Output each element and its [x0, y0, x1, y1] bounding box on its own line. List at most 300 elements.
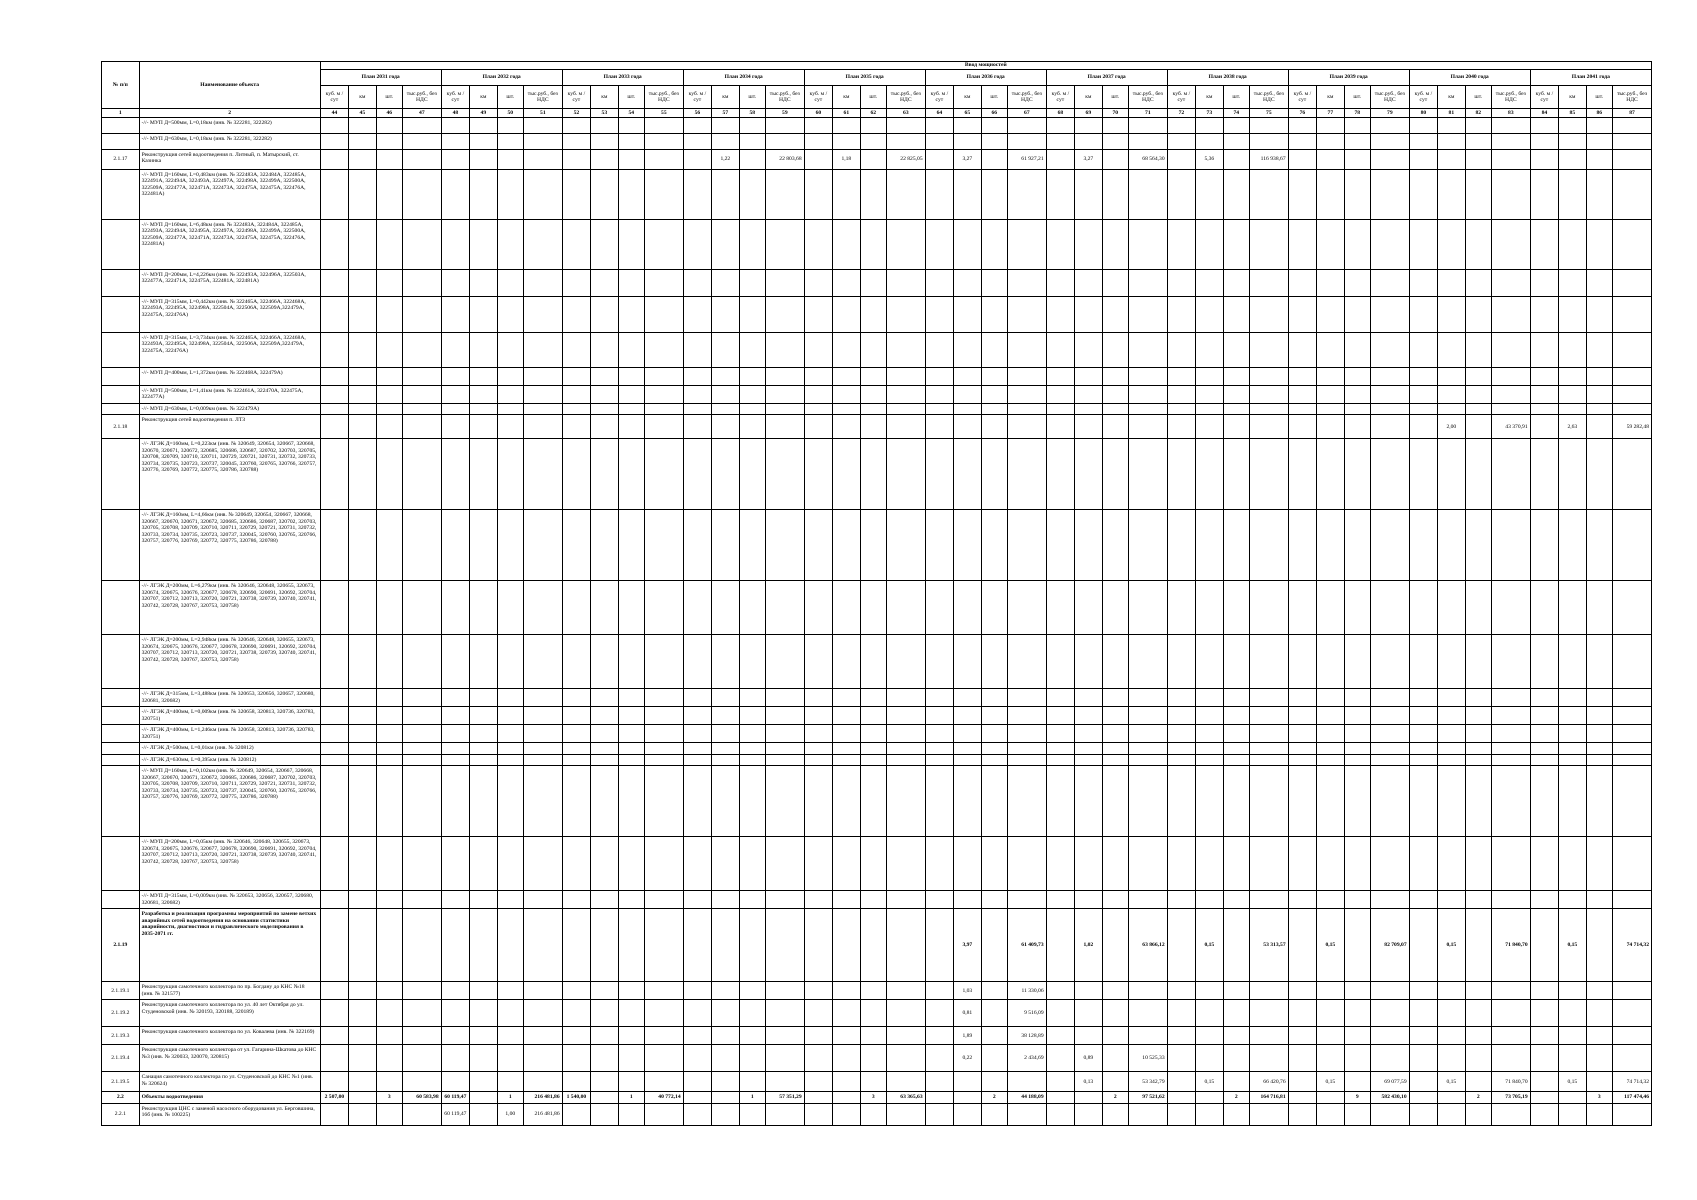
unit-header: км: [1075, 86, 1102, 109]
row-number: [102, 404, 140, 415]
row-number: [102, 891, 140, 909]
value-cell: [860, 297, 886, 333]
value-cell: 9: [1344, 1092, 1370, 1103]
value-cell: 69 077,59: [1371, 1072, 1410, 1092]
value-cell: [1317, 837, 1344, 891]
value-cell: [1559, 725, 1586, 743]
value-cell: [497, 1072, 523, 1092]
value-cell: [562, 837, 590, 891]
value-cell: [618, 1027, 644, 1045]
value-cell: [1196, 1103, 1223, 1125]
value-cell: [1046, 270, 1074, 297]
value-cell: [1008, 635, 1047, 689]
value-cell: [1559, 386, 1586, 404]
value-cell: [349, 1092, 376, 1103]
value-cell: [591, 1000, 618, 1027]
value-cell: [320, 386, 348, 404]
value-cell: [1344, 743, 1370, 754]
value-cell: [618, 386, 644, 404]
row-number: [102, 837, 140, 891]
value-cell: [1492, 510, 1531, 581]
value-cell: [1371, 439, 1410, 510]
value-cell: [1288, 333, 1316, 368]
value-cell: [645, 1103, 684, 1125]
value-cell: [497, 635, 523, 689]
table-row: [102, 118, 1652, 134]
value-cell: [403, 404, 442, 415]
value-cell: [403, 270, 442, 297]
value-cell: [887, 581, 926, 635]
value-cell: 1,89: [954, 1027, 981, 1045]
value-cell: [1129, 439, 1168, 510]
value-cell: 66 420,76: [1250, 1072, 1289, 1092]
value-cell: [1250, 837, 1289, 891]
value-cell: [1288, 707, 1316, 725]
value-cell: [376, 754, 402, 765]
value-cell: [497, 891, 523, 909]
value-cell: [618, 439, 644, 510]
table-row: [102, 707, 1652, 725]
object-name: Реконструкция самотечного коллектора от ул. Гагарина-Шкатова до КНС №3 (инв. № 320033, 320070, 320815): [139, 1045, 320, 1072]
value-cell: [1465, 707, 1491, 725]
value-cell: [1167, 891, 1195, 909]
value-cell: [1250, 1103, 1289, 1125]
value-cell: [470, 1000, 497, 1027]
value-cell: [320, 297, 348, 333]
value-cell: [833, 837, 860, 891]
value-cell: [1317, 743, 1344, 754]
value-cell: [1465, 404, 1491, 415]
row-number: [102, 134, 140, 150]
value-cell: [1586, 689, 1612, 707]
value-cell: [470, 439, 497, 510]
value-cell: [981, 1072, 1007, 1092]
value-cell: [1409, 725, 1437, 743]
value-cell: [645, 270, 684, 297]
value-cell: [1196, 1045, 1223, 1072]
object-name: -//- ЛГЭК Д=200мм, L=6,279км (инв. № 320646, 320648, 320655, 320673, 320674, 320675, 320676, 320677, 320678, 320690, 320691, 320692, 320704, 320707, 320712, 320713, 320720, 320721, 320738, 320739, 320740, 320741, 320742, 320728, 320767, 320753, 320758): [139, 581, 320, 635]
unit-header: тыс.руб., без НДС: [1250, 86, 1289, 109]
value-cell: [1465, 150, 1491, 170]
value-cell: [1586, 581, 1612, 635]
value-cell: [1102, 510, 1128, 581]
value-cell: [320, 1000, 348, 1027]
value-cell: [833, 333, 860, 368]
value-cell: [1613, 707, 1652, 725]
value-cell: [1046, 118, 1074, 134]
value-cell: [766, 1072, 805, 1092]
value-cell: [1250, 1045, 1289, 1072]
object-name: -//- МУП Д=315мм, L=3,734км (инв. № 322465А, 322466А, 322468А, 322493А, 322495А, 322498А, 322504А, 322506А, 322509А,322479А, 322475А, 322476А): [139, 333, 320, 368]
value-cell: [1288, 439, 1316, 510]
column-number: 81: [1438, 109, 1465, 118]
value-cell: [403, 386, 442, 404]
value-cell: [470, 415, 497, 439]
value-cell: [833, 725, 860, 743]
value-cell: [739, 368, 765, 386]
value-cell: [320, 1103, 348, 1125]
value-cell: [1438, 743, 1465, 754]
row-number: [102, 220, 140, 270]
value-cell: [618, 220, 644, 270]
value-cell: [1409, 909, 1437, 982]
value-cell: [1317, 368, 1344, 386]
row-number: [102, 297, 140, 333]
unit-header: тыс.руб., без НДС: [1008, 86, 1047, 109]
value-cell: [1465, 766, 1491, 837]
row-number: 2.1.19: [102, 909, 140, 982]
value-cell: [591, 118, 618, 134]
value-cell: [1250, 635, 1289, 689]
value-cell: [470, 1092, 497, 1103]
value-cell: [1371, 150, 1410, 170]
value-cell: [739, 415, 765, 439]
value-cell: [1317, 1027, 1344, 1045]
value-cell: [562, 220, 590, 270]
value-cell: [403, 333, 442, 368]
object-name: -//- ЛГЭК Д=160мм, L=4,66км (инв. № 320649, 320654, 320667, 320668, 320667, 320670, 320671, 320672, 320685, 320686, 320687, 320702, 320703, 320705, 320708, 320709, 320710, 320711, 320729, 320721, 320731, 320732, 320733, 320734, 320735, 320723, 320737, 320045, 320760, 320765, 320766, 320757, 320776, 320769, 320772, 320775, 320786, 320788): [139, 510, 320, 581]
row-number: [102, 754, 140, 765]
value-cell: [320, 134, 348, 150]
column-number: 53: [591, 109, 618, 118]
value-cell: [1492, 404, 1531, 415]
value-cell: 0,13: [1075, 1072, 1102, 1092]
value-cell: [497, 270, 523, 297]
value-cell: [403, 909, 442, 982]
value-cell: [1008, 707, 1047, 725]
value-cell: [441, 1045, 469, 1072]
value-cell: [1317, 404, 1344, 415]
value-cell: [403, 297, 442, 333]
value-cell: [712, 404, 739, 415]
value-cell: [954, 707, 981, 725]
value-cell: [1492, 707, 1531, 725]
table-row: [102, 1072, 1652, 1092]
value-cell: [1409, 404, 1437, 415]
value-cell: [524, 689, 563, 707]
value-cell: [1008, 754, 1047, 765]
value-cell: [1075, 635, 1102, 689]
value-cell: [1530, 333, 1558, 368]
value-cell: [954, 581, 981, 635]
value-cell: [1492, 1000, 1531, 1027]
value-cell: [376, 1027, 402, 1045]
value-cell: [1008, 725, 1047, 743]
value-cell: [1196, 510, 1223, 581]
value-cell: [441, 725, 469, 743]
value-cell: [712, 220, 739, 270]
value-cell: 1: [497, 1092, 523, 1103]
value-cell: [1250, 581, 1289, 635]
value-cell: [1046, 1027, 1074, 1045]
value-cell: [441, 510, 469, 581]
value-cell: [804, 1045, 832, 1072]
value-cell: [497, 837, 523, 891]
value-cell: [441, 118, 469, 134]
value-cell: [618, 707, 644, 725]
year-header: План 2038 года: [1167, 70, 1288, 86]
value-cell: [1409, 1000, 1437, 1027]
object-name: Реконструкция самотечного коллектора по ул. 40 лет Октября до ул. Студеновской (инв. № 320193, 320188, 320189): [139, 1000, 320, 1027]
value-cell: [320, 743, 348, 754]
value-cell: [470, 150, 497, 170]
value-cell: [954, 333, 981, 368]
value-cell: 22 803,68: [766, 150, 805, 170]
value-cell: [925, 150, 953, 170]
value-cell: [739, 909, 765, 982]
value-cell: [1409, 386, 1437, 404]
value-cell: [954, 220, 981, 270]
value-cell: [645, 891, 684, 909]
value-cell: [470, 707, 497, 725]
value-cell: [591, 891, 618, 909]
value-cell: [1438, 118, 1465, 134]
value-cell: [712, 743, 739, 754]
value-cell: [1223, 1103, 1249, 1125]
value-cell: [1317, 118, 1344, 134]
value-cell: [1288, 766, 1316, 837]
value-cell: [860, 891, 886, 909]
row-number: 2.1.19.5: [102, 1072, 140, 1092]
value-cell: [1371, 1027, 1410, 1045]
value-cell: [1586, 150, 1612, 170]
value-cell: [833, 404, 860, 415]
value-cell: [376, 270, 402, 297]
value-cell: 60 119,47: [441, 1092, 469, 1103]
value-cell: [887, 689, 926, 707]
unit-header: куб. м / сут: [1409, 86, 1437, 109]
column-number: 86: [1586, 109, 1612, 118]
value-cell: [1465, 1027, 1491, 1045]
value-cell: [591, 1103, 618, 1125]
value-cell: [1075, 766, 1102, 837]
column-number: 76: [1288, 109, 1316, 118]
value-cell: [1102, 415, 1128, 439]
object-name: Разработка и реализация программы мероприятий по замене ветхих аварийных сетей водоотведения на основании статистики аварийности, диагностики и гидравлического моделирования в 2035-2071 гг.: [139, 909, 320, 982]
value-cell: [403, 891, 442, 909]
value-cell: [739, 150, 765, 170]
value-cell: [887, 725, 926, 743]
value-cell: [645, 134, 684, 150]
value-cell: [349, 118, 376, 134]
value-cell: [1288, 297, 1316, 333]
value-cell: [1250, 766, 1289, 837]
value-cell: [860, 754, 886, 765]
value-cell: [833, 909, 860, 982]
value-cell: [470, 510, 497, 581]
value-cell: 57 351,29: [766, 1092, 805, 1103]
value-cell: [1492, 982, 1531, 1000]
value-cell: [833, 118, 860, 134]
value-cell: [925, 707, 953, 725]
value-cell: [1465, 725, 1491, 743]
value-cell: [591, 220, 618, 270]
value-cell: [645, 581, 684, 635]
value-cell: [645, 689, 684, 707]
value-cell: [349, 1000, 376, 1027]
value-cell: [1223, 297, 1249, 333]
row-number: [102, 510, 140, 581]
value-cell: [981, 404, 1007, 415]
table-row: [102, 170, 1652, 220]
column-number: 58: [739, 109, 765, 118]
value-cell: [1250, 170, 1289, 220]
value-cell: [1196, 170, 1223, 220]
value-cell: [860, 270, 886, 297]
row-number: [102, 439, 140, 510]
table-row: [102, 909, 1652, 982]
value-cell: [1465, 1000, 1491, 1027]
value-cell: [860, 1103, 886, 1125]
value-cell: [1250, 134, 1289, 150]
value-cell: [1344, 689, 1370, 707]
value-cell: [887, 404, 926, 415]
value-cell: [562, 1045, 590, 1072]
value-cell: [739, 134, 765, 150]
value-cell: [1223, 150, 1249, 170]
column-number: 45: [349, 109, 376, 118]
value-cell: [981, 766, 1007, 837]
value-cell: [712, 1000, 739, 1027]
value-cell: [1075, 134, 1102, 150]
value-cell: [766, 1027, 805, 1045]
value-cell: [981, 368, 1007, 386]
value-cell: [712, 415, 739, 439]
value-cell: [1409, 118, 1437, 134]
column-number: 52: [562, 109, 590, 118]
value-cell: [1559, 1103, 1586, 1125]
value-cell: [470, 982, 497, 1000]
value-cell: [766, 333, 805, 368]
table-row: [102, 743, 1652, 754]
value-cell: [954, 766, 981, 837]
value-cell: [833, 270, 860, 297]
value-cell: [1371, 333, 1410, 368]
value-cell: [1102, 837, 1128, 891]
value-cell: [954, 404, 981, 415]
table-row: [102, 1000, 1652, 1027]
value-cell: [1317, 1000, 1344, 1027]
value-cell: [1586, 439, 1612, 510]
value-cell: [441, 368, 469, 386]
value-cell: [1317, 982, 1344, 1000]
value-cell: [1288, 743, 1316, 754]
value-cell: [712, 333, 739, 368]
value-cell: [712, 725, 739, 743]
value-cell: [1409, 766, 1437, 837]
value-cell: [349, 982, 376, 1000]
value-cell: [1586, 170, 1612, 220]
value-cell: [349, 689, 376, 707]
value-cell: [376, 404, 402, 415]
value-cell: [1613, 333, 1652, 368]
value-cell: [1250, 1027, 1289, 1045]
value-cell: [1409, 134, 1437, 150]
value-cell: [1129, 1027, 1168, 1045]
value-cell: [403, 766, 442, 837]
value-cell: [376, 725, 402, 743]
value-cell: [1196, 1092, 1223, 1103]
value-cell: [1465, 415, 1491, 439]
value-cell: [833, 134, 860, 150]
value-cell: [887, 220, 926, 270]
value-cell: [1102, 725, 1128, 743]
value-cell: [925, 1027, 953, 1045]
value-cell: [766, 581, 805, 635]
value-cell: 117 474,46: [1613, 1092, 1652, 1103]
value-cell: [441, 1000, 469, 1027]
value-cell: [645, 1072, 684, 1092]
value-cell: [1046, 150, 1074, 170]
col-header-name: Наименование объекта: [139, 62, 320, 109]
value-cell: [1613, 1000, 1652, 1027]
year-header: План 2035 года: [804, 70, 925, 86]
value-cell: [1129, 1000, 1168, 1027]
value-cell: [766, 270, 805, 297]
value-cell: [1167, 581, 1195, 635]
value-cell: [1288, 270, 1316, 297]
value-cell: [860, 1027, 886, 1045]
value-cell: [320, 118, 348, 134]
value-cell: [833, 891, 860, 909]
value-cell: [1046, 134, 1074, 150]
value-cell: [1223, 333, 1249, 368]
unit-header: шт.: [981, 86, 1007, 109]
value-cell: [591, 170, 618, 220]
value-cell: [403, 510, 442, 581]
value-cell: [1167, 270, 1195, 297]
investment-table: [101, 61, 1652, 1126]
value-cell: [1530, 134, 1558, 150]
value-cell: [1167, 707, 1195, 725]
value-cell: [1613, 1027, 1652, 1045]
value-cell: [1008, 333, 1047, 368]
value-cell: [925, 1072, 953, 1092]
value-cell: [1196, 689, 1223, 707]
value-cell: [1344, 297, 1370, 333]
value-cell: [524, 297, 563, 333]
value-cell: [497, 220, 523, 270]
value-cell: [981, 150, 1007, 170]
value-cell: [1288, 891, 1316, 909]
unit-header: куб. м / сут: [683, 86, 711, 109]
value-cell: [618, 766, 644, 837]
row-number: [102, 743, 140, 754]
value-cell: [683, 220, 711, 270]
value-cell: [1317, 386, 1344, 404]
value-cell: 216 481,86: [524, 1103, 563, 1125]
value-cell: [925, 1103, 953, 1125]
value-cell: [1250, 415, 1289, 439]
column-number: 2: [139, 109, 320, 118]
value-cell: [712, 368, 739, 386]
value-cell: [470, 725, 497, 743]
value-cell: [1465, 909, 1491, 982]
value-cell: [403, 635, 442, 689]
value-cell: [739, 707, 765, 725]
value-cell: [1586, 1045, 1612, 1072]
value-cell: [376, 766, 402, 837]
value-cell: [376, 1045, 402, 1072]
value-cell: [645, 754, 684, 765]
value-cell: [766, 743, 805, 754]
table-row: [102, 510, 1652, 581]
value-cell: [562, 635, 590, 689]
value-cell: [1344, 909, 1370, 982]
value-cell: [1167, 297, 1195, 333]
column-number: 55: [645, 109, 684, 118]
value-cell: [1438, 439, 1465, 510]
